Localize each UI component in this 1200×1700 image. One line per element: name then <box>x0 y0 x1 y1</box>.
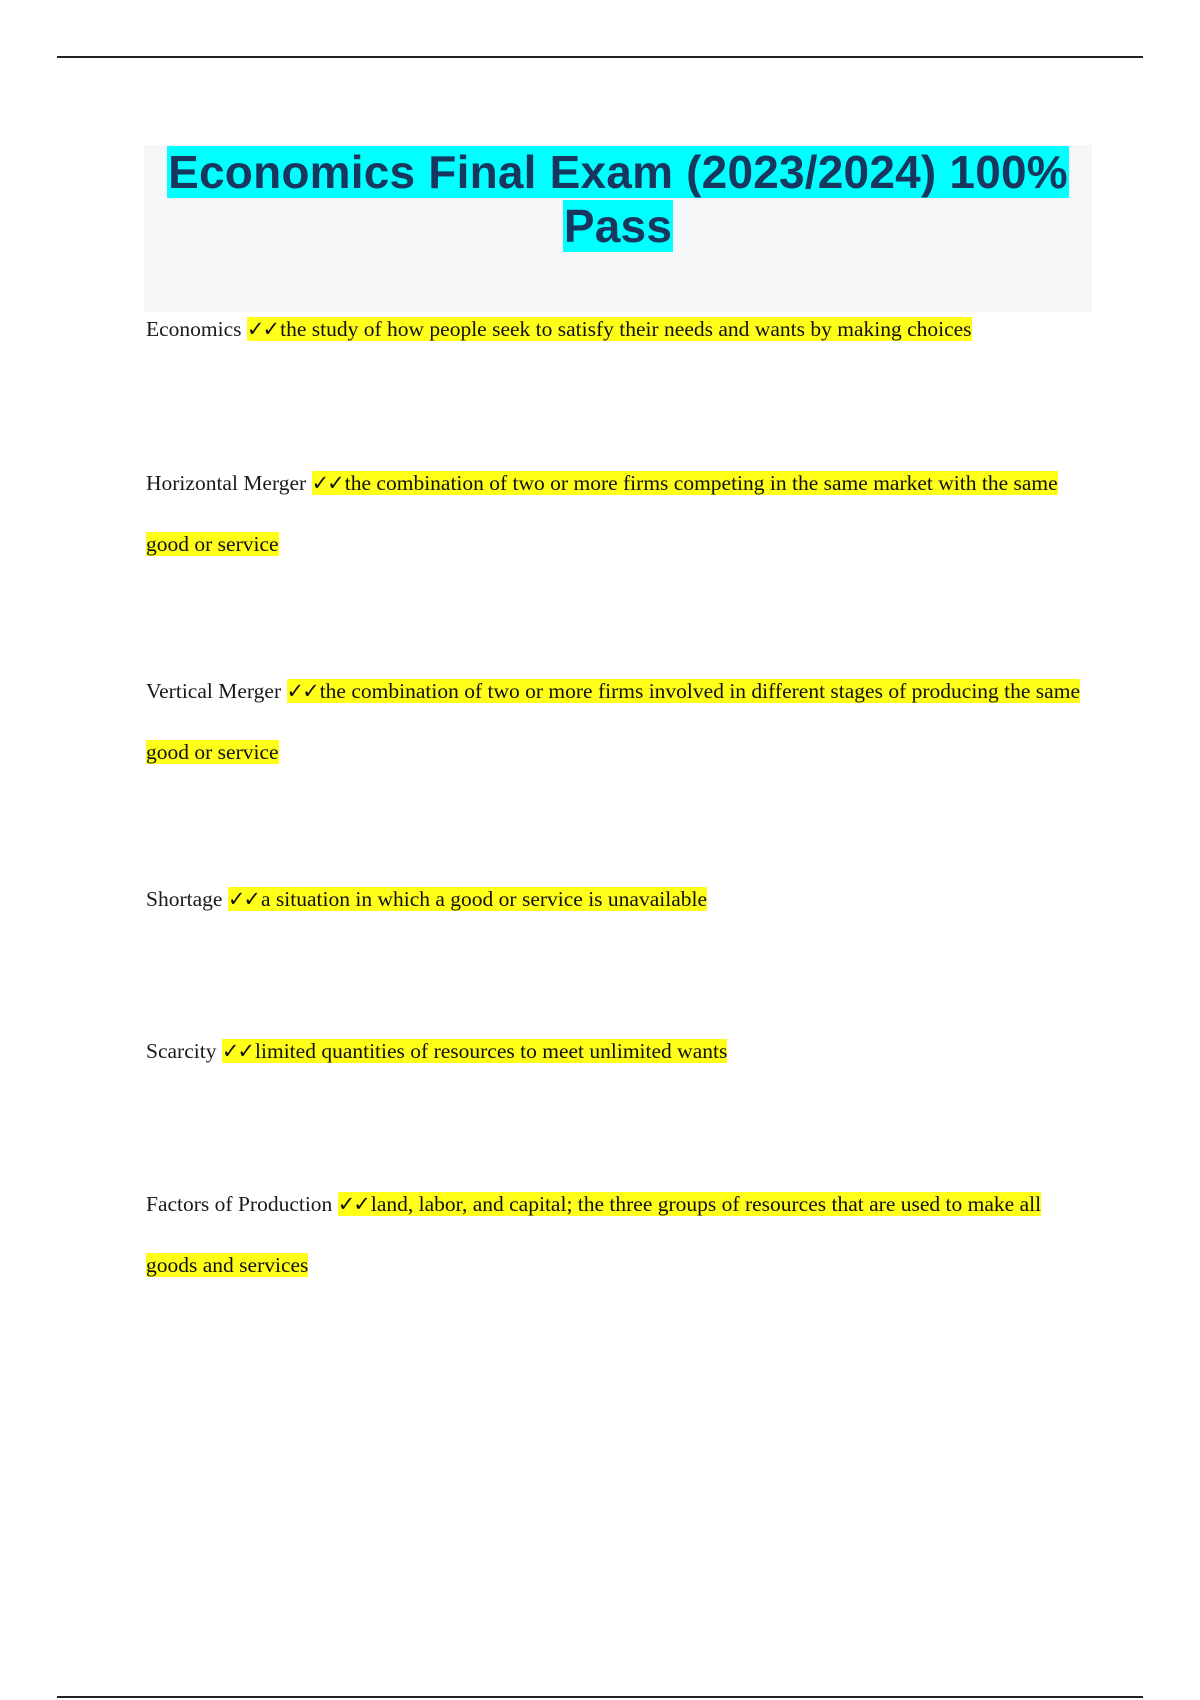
top-rule <box>57 56 1143 58</box>
double-check-icon: ✓✓ <box>227 887 260 911</box>
double-check-icon: ✓✓ <box>221 1039 254 1063</box>
title-line-2: Pass <box>563 200 673 252</box>
entry-horizontal-merger <box>146 453 1092 575</box>
term: Scarcity <box>146 1039 217 1063</box>
term: Factors of Production <box>146 1192 333 1216</box>
double-check-icon: ✓✓ <box>286 679 318 703</box>
term: Horizontal Merger <box>146 471 307 495</box>
term: Economics <box>146 317 242 341</box>
definition: the combination of two or more firms involved in different stages of producing the same good or service <box>146 679 1080 764</box>
double-check-icon: ✓✓ <box>311 471 343 495</box>
definition-highlight <box>146 679 1080 764</box>
page-title <box>144 145 1092 253</box>
definition-highlight <box>247 317 972 341</box>
title-block <box>144 145 1092 312</box>
term: Shortage <box>146 887 223 911</box>
entry-vertical-merger <box>146 661 1092 783</box>
term: Vertical Merger <box>146 679 282 703</box>
entry-factors-of-production <box>146 1174 1092 1296</box>
definition: the study of how people seek to satisfy their needs and wants by making choices <box>280 317 972 341</box>
definition: land, labor, and capital; the three groups of resources that are used to make all goods and services <box>146 1192 1042 1277</box>
definition: a situation in which a good or service is unavailable <box>261 887 708 911</box>
definition-highlight <box>222 1039 728 1063</box>
entry-scarcity <box>146 1021 1092 1082</box>
double-check-icon: ✓✓ <box>246 317 279 341</box>
definition-highlight <box>228 887 707 911</box>
definition: the combination of two or more firms competing in the same market with the same good or service <box>146 471 1058 556</box>
bottom-rule <box>57 1696 1143 1698</box>
entry-shortage <box>146 869 1092 930</box>
definition: limited quantities of resources to meet unlimited wants <box>255 1039 728 1063</box>
double-check-icon: ✓✓ <box>337 1192 369 1216</box>
title-line-1: Economics Final Exam (2023/2024) 100% <box>168 146 1068 198</box>
entry-economics <box>146 299 1092 360</box>
